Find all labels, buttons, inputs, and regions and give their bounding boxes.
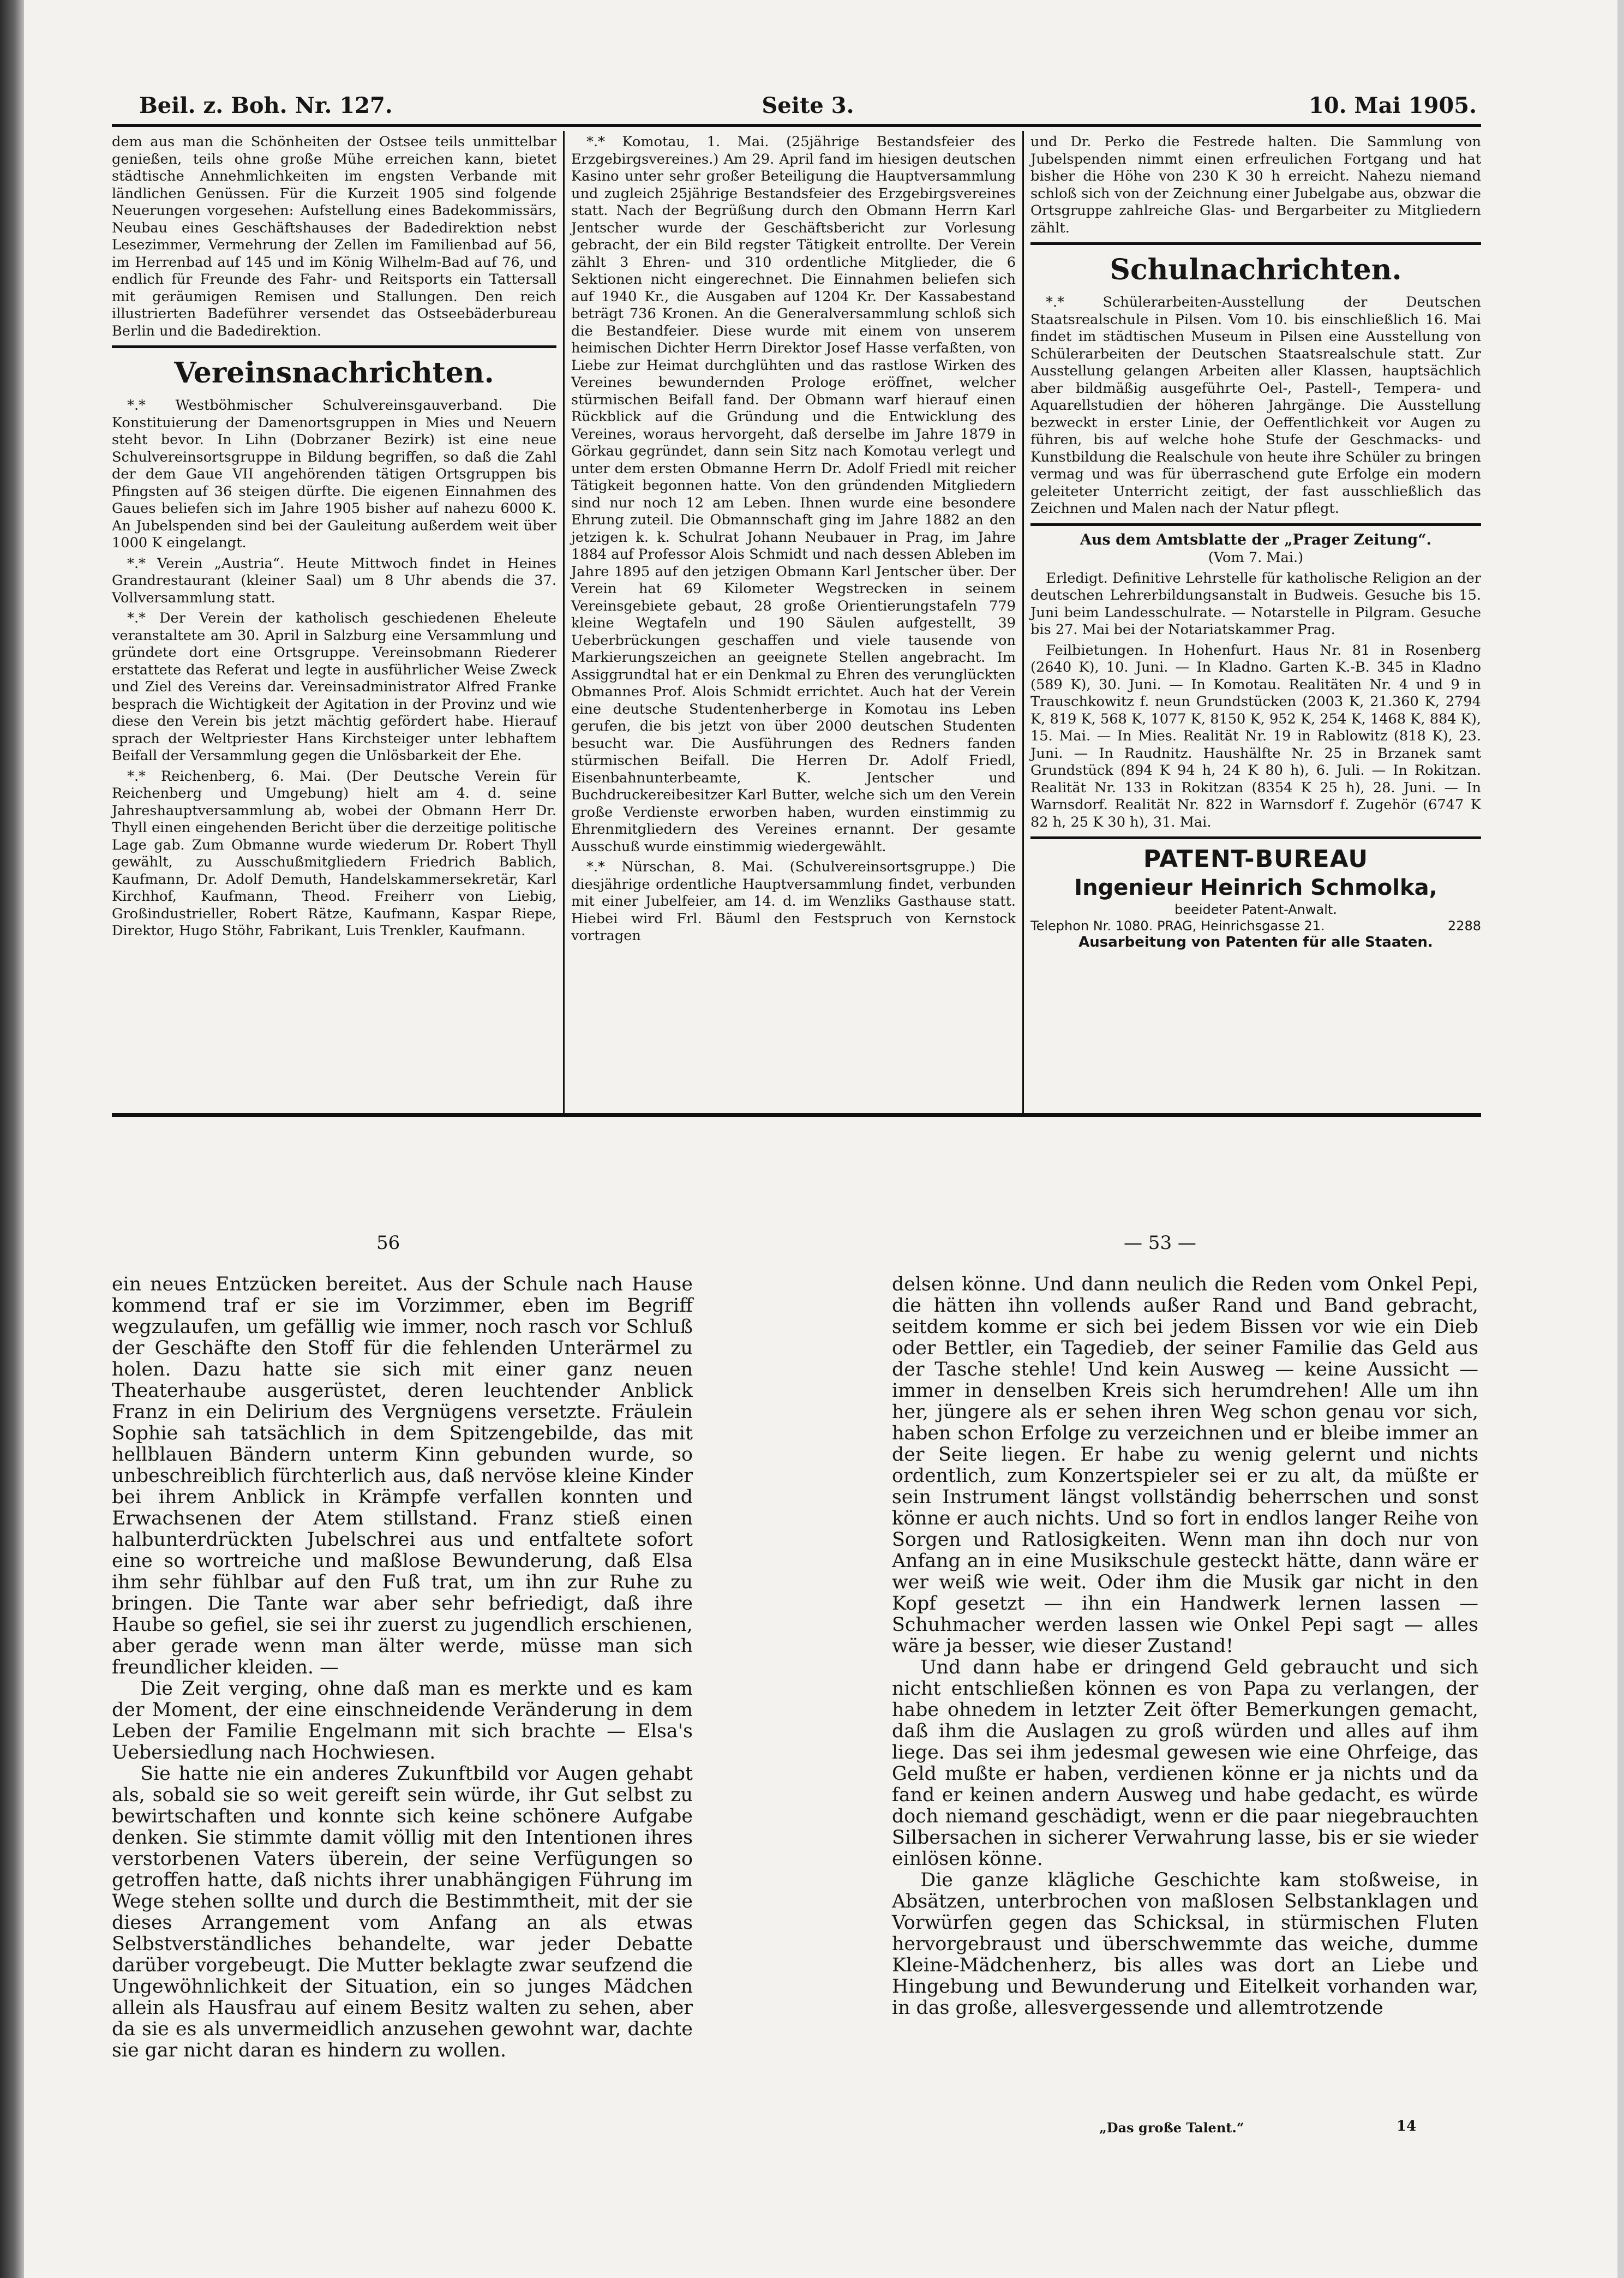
ad-subtitle: beeideter Patent-Anwalt. (1174, 902, 1337, 917)
page-number-left: 56 (376, 1232, 400, 1254)
header-page: Seite 3. (762, 93, 854, 118)
amtsblatt-title: Aus dem Amtsblatte der „Prager Zeitung“. (1080, 531, 1432, 548)
novel-right-paragraph-1: delsen könne. Und dann neulich die Reden vom Onkel Pepi, die hätten ihn vollends außer Rand und Band gebracht, seitdem komme er sich bei jedem Bissen vor wie ein Dieb oder Bettler, ein Tagedieb, der seiner Familie das Geld aus der Tasche stehle! Und kein Ausweg — keine Aussicht — immer in denselben Kreis sich herumdrehen! Alle um ihn her, jüngere als er sehen ihren Weg schon genau vor sich, haben schon Erfolge zu verzeichnen und er bleibe immer an der Seite liegen. Er habe zu wenig gelernt und nichts ordentlich, zum Konzertspieler sei er zu alt, da müßte er sein Instrument längst vollständig beherrschen und sonst könne er auch nichts. Und so fort in endlos langer Reihe von Sorgen und Ratlosigkeiten. Wenn man ihn doch nur von Anfang an in eine Musikschule gesteckt hätte, dann wäre er wer weiß wie weit. Oder ihm die Musik gar nicht in den Kopf gesetzt — ihn ein Handwerk lernen lassen — Schuhmacher werden lassen wie Onkel Pepi sagt — alles wäre ja besser, wie dieser Zustand! (892, 1273, 1478, 1657)
header-issue: Beil. z. Boh. Nr. 127. (139, 93, 393, 118)
ad-name: Ingenieur Heinrich Schmolka, (1074, 875, 1437, 900)
column-divider (1030, 523, 1481, 526)
page-binding-shadow (0, 0, 24, 2278)
article-reichenberg: *.* Reichenberg, 6. Mai. (Der Deutsche Verein für Reichenberg und Umgebung) hielt am 4. d. seine Jahreshauptversammlung ab, wobei der Obmann Herr Dr. Thyll einen eingehenden Bericht über die derzeitige politische Lage gab. Zum Obmanne wurde wiederum Dr. Robert Thyll gewählt, zu Ausschußmitgliedern Friedrich Bablich, Kaufmann, Dr. Adolf Demuth, Handelskammersekretär, Karl Kirchhof, Kaufmann, Theod. Freiherr von Liebig, Großindustrieller, Robert Rätze, Kaufmann, Kaspar Riepe, Direktor, Hugo Stöhr, Fabrikant, Luis Trenkler, Kaufmann. (112, 768, 556, 939)
novel-page-left (112, 1274, 693, 2061)
patent-bureau-ad (1030, 845, 1481, 952)
article-nuerschan: *.* Nürschan, 8. Mai. (Schulvereinsortsgruppe.) Die diesjährige ordentliche Hauptversammlung findet, verbunden mit einer Jubelfeier, am 14. d. im Wenzliks Gasthause statt. Hiebei wird Frl. Bäuml den Festspruch von Kernstock vortragen (571, 859, 1016, 944)
novel-right-paragraph-3: Die ganze klägliche Geschichte kam stoßweise, in Absätzen, unterbrochen von maßlosen Selbstanklagen und Vorwürfen gegen das Schicksal, in stürmischen Fluten hervorgebraust und überschwemmte das weiche, dumme Kleine-Mädchenherz, bis alles was dort an Liebe und Hingebung und Bewunderung und Eitelkeit vorhanden war, in das große, allesvergessende und allemtrotzende (892, 1869, 1478, 2019)
novel-page-right (892, 1274, 1478, 2019)
column-divider (1030, 836, 1481, 839)
header-date: 10. Mai 1905. (1308, 93, 1477, 118)
page-edge (1617, 0, 1624, 2278)
novel-left-paragraph-1: ein neues Entzücken bereitet. Aus der Schule nach Hause kommend traf er sie im Vorzimmer, eben im Begriff wegzulaufen, um gefällig wie immer, noch rasch vor Schluß der Geschäfte den Stoff für die fehlenden Unterärmel zu holen. Dazu hatte sie sich mit einer ganz neuen Theaterhaube ausgerüstet, deren leuchtender Anblick Franz in ein Delirium des Vergnügens versetzte. Fräulein Sophie sah tatsächlich in dem Spitzengebilde, das mit hellblauen Bändern unterm Kinn gebunden wurde, so unbeschreiblich fürchterlich aus, daß nervöse kleine Kinder bei ihrem Anblick in Krämpfe verfallen konnten und Erwachsenen der Atem stillstand. Franz stieß einen halbunterdrückten Jubelschrei aus und entfaltete sofort eine so wortreiche und maßlose Bewunderung, daß Elsa ihm sehr fühlbar auf den Fuß trat, um ihn zur Ruhe zu bringen. Die Tante war aber sehr befriedigt, daß ihre Haube so gefiel, sie sei ihr zuerst zu jugendlich erschienen, aber gerade wenn man älter werde, müsse man sich freundlicher kleiden. — (112, 1273, 693, 1678)
novel-footer-title: „Das große Talent.“ (1099, 2120, 1244, 2136)
page-header (139, 93, 1477, 125)
article-austria: *.* Verein „Austria“. Heute Mittwoch findet in Heines Grandrestaurant (kleiner Saal) um 8 Uhr abends die 37. Vollversammlung statt. (112, 555, 556, 606)
article-erledigt: Erledigt. Definitive Lehrstelle für katholische Religion an der deutschen Lehrerbildungsanstalt in Budweis. Gesuche bis 15. Juni beim Landesschulrate. — Notarstelle in Pilgram. Gesuche bis 27. Mai bei der Notariatskammer Prag. (1030, 570, 1481, 638)
article-katholisch-geschiedene: *.* Der Verein der katholisch geschiedenen Eheleute veranstaltete am 30. April in Salzburg eine Versammlung und gründete dort eine Ortsgruppe. Vereinsobmann Riederer erstattete das Referat und legte in ausführlicher Weise Zweck und Ziel des Vereins dar. Vereinsadministrator Alfred Franke besprach die Wichtigkeit der Agitation in der Provinz und wie diese den Verein bis jetzt mächtig gefördert habe. Hierauf sprach der Weltpriester Hans Kirchsteiger unter lebhaftem Beifall der Versammlung gegen die Unlösbarkeit der Ehe. (112, 610, 556, 764)
article-westboehmischer: *.* Westböhmischer Schulvereinsgauverband. Die Konstituierung der Damenortsgruppen in Mies und Neuern steht bevor. In Lihn (Dobrzaner Bezirk) ist eine neue Schulvereinsortsgruppe in Bildung begriffen, so daß die Zahl der dem Gaue VII angehörenden tätigen Ortsgruppen bis Pfingsten auf 36 steigen dürfte. Die eigenen Einnahmen des Gaues beliefen sich im Jahre 1905 bisher auf nahezu 6000 K. An Jubelspenden sind bei der Gauleitung außerdem weit über 1000 K eingelangt. (112, 397, 556, 551)
column-1 (112, 134, 556, 943)
article-komotau: *.* Komotau, 1. Mai. (25jährige Bestandsfeier des Erzgebirgsvereines.) Am 29. April fand im hiesigen deutschen Kasino unter sehr großer Beteiligung die Hauptversammlung und zugleich 25jährige Bestandsfeier des Erzgebirgsvereines statt. Nach der Begrüßung durch den Obmann Herrn Karl Jentscher wurde der Geschäftsbericht zur Vorlesung gebracht, der ein Bild regster Tätigkeit entrollte. Der Verein zählt 3 Ehren- und 310 ordentliche Mitglieder, die 6 Sektionen nicht eingerechnet. Die Einnahmen beliefen sich auf 1940 Kr., die Ausgaben auf 1204 Kr. Der Kassabestand beträgt 736 Kronen. An die Generalversammlung schloß sich die Bestandfeier. Diese wurde mit einem von unserem heimischen Dichter Herrn Direktor Josef Hasse verfaßten, von Liebe zur Heimat durchglühten und das rastlose Wirken des Vereines bewundernden Prologe eröffnet, welcher stürmischen Beifall fand. Der Obmann warf hierauf einen Rückblick auf die Gründung und die Entwicklung des Vereines, woraus hervorgeht, daß derselbe im Jahre 1879 in Görkau gegründet, dann sein Sitz nach Komotau verlegt und unter dem ersten Obmanne Herrn Dr. Adolf Friedl mit reicher Tätigkeit begonnen hatte. Von den gründenden Mitgliedern sind nur noch 12 am Leben. Ihnen wurde eine besondere Ehrung zuteil. Die Obmannschaft ging im Jahre 1882 an den jetzigen k. k. Schulrat Johann Neubauer in Prag, im Jahre 1884 auf Professor Alois Schmidt und nach dessen Ableben im Jahre 1895 auf den jetzigen Obmann Karl Jentscher über. Der Verein hat 69 Kilometer Wegstrecken in seinem Vereinsgebiete gebaut, 28 große Orientierungstafeln 779 kleine Wegtafeln und 190 Säulen aufgestellt, 39 Ueberbrückungen geschaffen und viele tausende von Markierungszeichen an geeignete Stellen angebracht. Im Assiggrundtal hat er ein Denkmal zu Ehren des verunglückten Obmannes Prof. Alois Schmidt errichtet. Auch hat der Verein eine deutsche Studentenherberge in Komotau ins Leben gerufen, die bis jetzt von über 2000 deutschen Studenten besucht war. Die Ausführungen des Redners fanden stürmischen Beifall. Die Herren Dr. Adolf Friedl, Eisenbahnunterbeamte, K. Jentscher und Buchdruckereibesitzer Karl Butter, welche sich um den Verein große Verdienste erworben haben, wurden einstimmig zu Ehrenmitgliedern des Vereines ernannt. Der gesamte Ausschuß wurde einstimmig wiedergewählt. (571, 134, 1016, 855)
column-3 (1030, 134, 1481, 952)
novel-left-paragraph-2: Die Zeit verging, ohne daß man es merkte und es kam der Moment, der eine einschneidende Veränderung in dem Leben der Familie Engelmann mit sich brachte — Elsa's Uebersiedlung nach Hochwiesen. (112, 1678, 693, 1763)
column-divider (112, 345, 556, 348)
ad-telephone (1030, 918, 1481, 934)
ad-title: PATENT-BUREAU (1143, 845, 1369, 873)
section-title-vereinsnachrichten: Vereinsnachrichten. (174, 356, 494, 390)
printer-signature: 14 (1397, 2118, 1417, 2134)
page-number-right: — 53 — (1124, 1232, 1196, 1254)
ad-number: 2288 (1447, 918, 1481, 934)
ostsee-text: dem aus man die Schönheiten der Ostsee teils unmittelbar genießen, teils ohne große Mühe erreichen kann, bietet städtische Annehmlichkeiten im engsten Verbande mit ländlichen Genüssen. Für die Kurzeit 1905 sind folgende Neuerungen vorgesehen: Aufstellung eines Badekommissärs, Neubau eines Geschäftshauses der Badedirektion nebst Lesezimmer, Vermehrung der Zellen im Familienbad auf 56, im Herrenbad auf 145 und im König Wilhelm-Bad auf 76, und endlich für Freunde des Fahr- und Reitsports ein Tattersall mit geräumigen Remisen und Stallungen. Den reich illustrierten Badeführer versendet das Ostseebäderbureau Berlin und die Badedirektion. (112, 134, 556, 339)
article-feilbietungen: Feilbietungen. In Hohenfurt. Haus Nr. 81 in Rosenberg (2640 K), 10. Juni. — In Kladno. Garten K.-B. 345 in Kladno (589 K), 30. Juni. — In Komotau. Realitäten Nr. 4 und 9 in Trauschkowitz f. neun Grundstücken (2003 K, 21.360 K, 2794 K, 819 K, 568 K, 1077 K, 8150 K, 952 K, 254 K, 1468 K, 884 K), 15. Mai. — In Mies. Realität Nr. 19 in Rablowitz (818 K), 23. Juni. — In Raudnitz. Haushälfte Nr. 25 in Brzanek samt Grundstück (894 K 94 h, 24 K 80 h), 6. Juli. — In Rokitzan. Realität Nr. 133 in Rokitzan (8354 K 25 h), 28. Juni. — In Warnsdorf. Realität Nr. 822 in Warnsdorf f. Zugehör (6747 K 82 h, 25 K 30 h), 31. Mai. (1030, 642, 1481, 830)
nuerschan-continued: und Dr. Perko die Festrede halten. Die Sammlung von Jubelspenden nimmt einen erfreulichen Fortgang und hat bisher die Höhe von 230 K 30 h erreicht. Nahezu niemand schloß sich von der Zeichnung einer Jubelgabe aus, obzwar die Ortsgruppe zahlreiche Glas- und Bergarbeiter zu Mitgliedern zählt. (1030, 134, 1481, 236)
header-rule (112, 124, 1481, 127)
newspaper-bottom-rule (112, 1113, 1481, 1117)
novel-left-paragraph-3: Sie hatte nie ein anderes Zukunftbild vor Augen gehabt als, sobald sie so weit gereift sein würde, ihr Gut selbst zu bewirtschaften und konnte sich keine schönere Aufgabe denken. Sie stimmte damit völlig mit den Intentionen ihres verstorbenen Vaters überein, der seine Verfügungen so getroffen hatte, daß nichts ihrer unabhängigen Führung im Wege stehen sollte und durch die Bestimmtheit, mit der sie dieses Arrangement vom Anfang an als etwas Selbstverständliches behandelte, war jeder Debatte darüber vorgebeugt. Die Mutter beklagte zwar seufzend die Ungewöhnlichkeit der Situation, ein so junges Mädchen allein als Hausfrau auf einem Besitz walten zu sehen, aber da sie es als unvermeidlich anzusehen gewohnt war, dachte sie gar nicht daran es hindern zu wollen. (112, 1763, 693, 2061)
novel-right-paragraph-2: Und dann habe er dringend Geld gebraucht und sich nicht entschließen können es von Papa zu verlangen, der habe ohnedem in letzter Zeit öfter Bemerkungen gemacht, daß ihm die Auslagen zu groß würden und alles auf ihm liege. Das sei ihm jedesmal gewesen wie eine Ohrfeige, das Geld mußte er haben, verdienen könne er ja nichts und da fand er keinen andern Ausweg und habe gedacht, es würde doch niemand geschädigt, wenn er die paar niegebrauchten Silbersachen in sicherer Verwahrung lasse, bis er sie wieder einlösen könne. (892, 1657, 1478, 1870)
amtsblatt-date: (Vom 7. Mai.) (1208, 549, 1304, 566)
section-title-schulnachrichten: Schulnachrichten. (1110, 253, 1402, 286)
column-rule-2 (1022, 131, 1024, 1113)
column-divider (1030, 242, 1481, 245)
ad-work: Ausarbeitung von Patenten für alle Staaten. (1078, 934, 1433, 950)
column-2 (571, 134, 1016, 948)
column-rule-1 (563, 131, 565, 1113)
ad-telephone-text: Telephon Nr. 1080. PRAG, Heinrichsgasse 21. (1030, 918, 1325, 934)
article-schuelerarbeiten: *.* Schülerarbeiten-Ausstellung der Deutschen Staatsrealschule in Pilsen. Vom 10. bis einschließlich 16. Mai findet im städtischen Museum in Pilsen eine Ausstellung von Schülerarbeiten der Deutschen Staatsrealschule statt. Zur Ausstellung gelangen Arbeiten aller Klassen, hauptsächlich aber bildmäßig ausgeführte Oel-, Pastell-, Tempera- und Aquarellstudien der höheren Jahrgänge. Die Ausstellung bezweckt in erster Linie, der Oeffentlichkeit vor Augen zu führen, bis auf welche hohe Stufe der Geschmacks- und Kunstbildung die Realschule von heute ihre Schüler zu bringen vermag und was für überraschend gute Erfolge ein modern geleiteter Unterricht zeitigt, der fast ausschließlich das Zeichnen und Malen nach der Natur pflegt. (1030, 294, 1481, 517)
